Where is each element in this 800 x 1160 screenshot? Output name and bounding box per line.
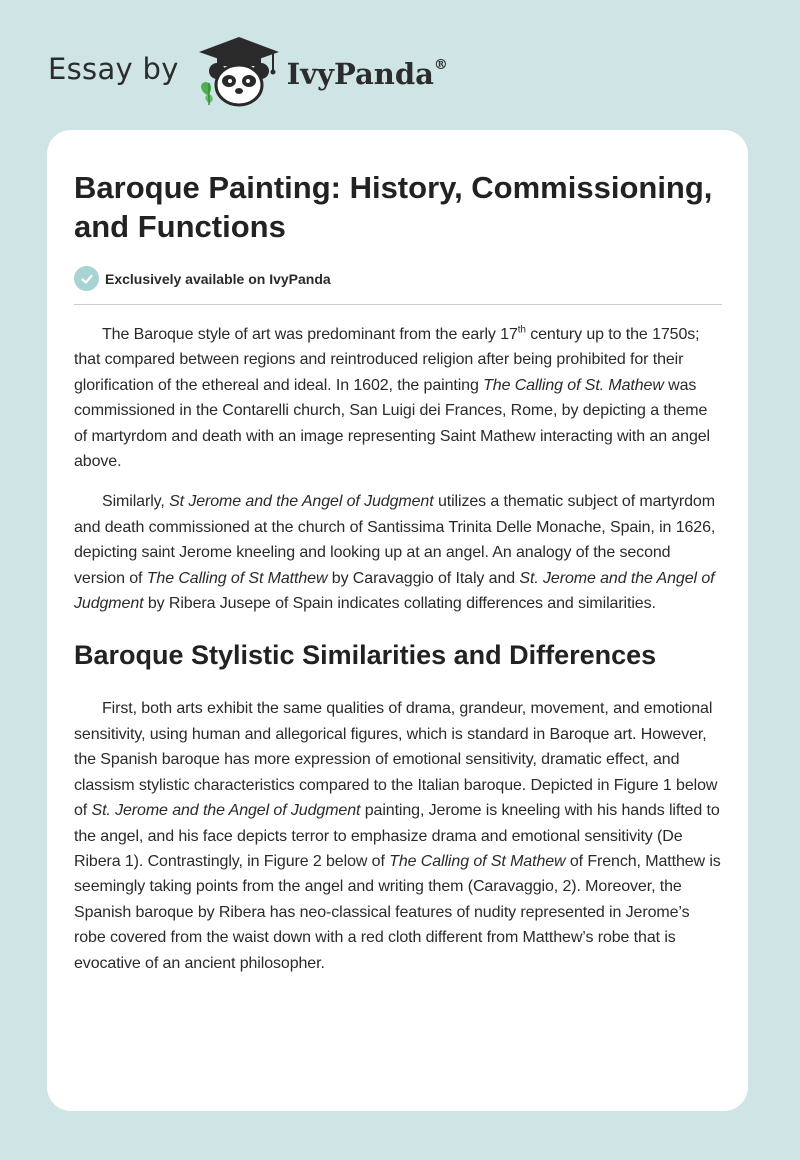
text-run: century up to the 1750s; that compared between regions and reintroduced religion after being prohibited for their glorification of the ethereal and ideal. In 1602, the painting	[74, 326, 700, 394]
artwork-title: The Calling of St. Mathew	[483, 376, 664, 394]
essay-by-label: Essay by	[48, 52, 179, 86]
text-run: utilizes a thematic subject of martyrdom and death commissioned at the church of Santissima Trinita Delle Monache, Spain, in 1626, depicting saint Jerome kneeling and looking up at an angel. An analogy of the second version of	[74, 493, 716, 587]
brand-name[interactable]	[287, 57, 448, 91]
superscript: th	[517, 324, 526, 336]
check-circle-icon	[74, 266, 99, 291]
site-header	[48, 36, 448, 106]
page-title: Baroque Painting: History, Commissioning, and Functions	[74, 170, 713, 244]
text-run: The Baroque style of art was predominant from the early 17	[102, 326, 518, 343]
artwork-title: The Calling of St Matthew	[146, 569, 328, 587]
paragraph-1	[74, 322, 722, 474]
brand-text: IvyPanda	[286, 57, 434, 91]
artwork-title: St Jerome and the Angel of Judgment	[169, 493, 434, 511]
text-run: painting, Jerome is kneeling with his hands lifted to the angel, and his face depicts terror to emphasize drama and emotional sensitivity (De Ribera 1). Contrastingly, in Figure 2 below of	[74, 802, 720, 870]
text-run: First, both arts exhibit the same qualities of drama, grandeur, movement, and emotional sensitivity, using human and allegorical figures, which is standard in Baroque art. However, the Spanish baroque has more expression of emotional sensitivity, dramatic effect, and classism stylistic characteristics compared to the Italian baroque. Depicted in Figure 1 below of	[74, 700, 718, 820]
paragraph-2	[74, 489, 722, 616]
exclusive-badge-label: Exclusively available on IvyPanda	[105, 270, 331, 287]
artwork-title: St. Jerome and the Angel of Judgment	[74, 569, 715, 613]
essay-card	[47, 130, 748, 1111]
text-run: of French, Matthew is seemingly taking points from the angel and writing them (Caravaggio, 2). Moreover, the Spanish baroque by Ribera has neo-classical features of nudity represented in Jerome’s robe covered from the waist down with a red cloth different from Matthew’s robe that is evocative of an ancient philosopher.	[74, 852, 721, 972]
text-run: was commissioned in the Contarelli church, San Luigi dei Frances, Rome, by depicting a theme of martyrdom and death with an image representing Saint Mathew interacting with an angel above.	[74, 376, 711, 471]
brand-registered-mark: ®	[433, 57, 448, 74]
text-run: by Ribera Jusepe of Spain indicates collating differences and similarities.	[143, 595, 656, 613]
text-run: Similarly,	[102, 493, 170, 511]
panda-graduate-icon[interactable]	[195, 35, 283, 107]
artwork-title: The Calling of St Mathew	[389, 852, 566, 870]
artwork-title: St. Jerome and the Angel of Judgment	[91, 802, 361, 820]
paragraph-3	[74, 696, 722, 975]
exclusive-badge	[74, 266, 722, 305]
text-run: by Caravaggio of Italy and	[327, 569, 520, 587]
section-heading: Baroque Stylistic Similarities and Differences	[74, 640, 657, 671]
